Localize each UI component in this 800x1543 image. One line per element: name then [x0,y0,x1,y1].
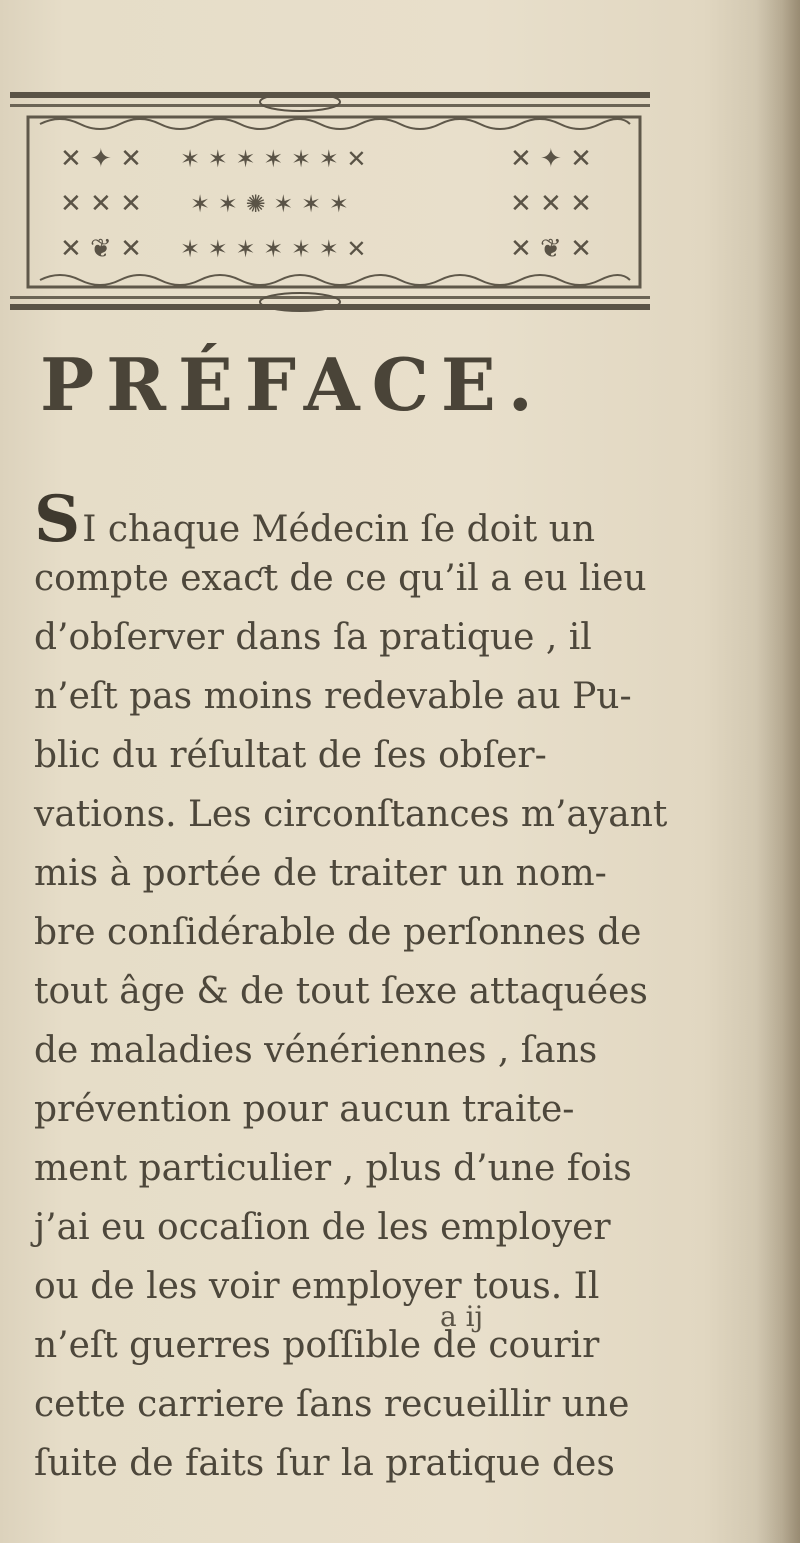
svg-text:✕ ✕ ✕: ✕ ✕ ✕ [510,189,592,219]
svg-text:✕ ❦ ✕: ✕ ❦ ✕ [60,234,142,264]
text-line: j’ai eu occaſion de les employer [34,1207,611,1248]
text-line: ment particulier , plus d’une fois [34,1148,632,1189]
text-line: cette carriere ſans recueillir une [34,1384,630,1425]
text-line: blic du réſultat de ſes obſer- [34,735,547,776]
text-line: bre conſidérable de perſonnes de [34,912,642,953]
text-line: prévention pour aucun traite- [34,1089,575,1130]
signature-mark: a ij [440,1300,484,1333]
text-line: tout âge & de tout ſexe attaquées [34,971,648,1012]
text-line: n’eſt guerres poſſible de courir [34,1325,600,1366]
text-line: compte exaƈt de ce qu’il a eu lieu [34,558,647,599]
text-line: d’obſerver dans ſa pratique , il [34,617,592,658]
text-line: ou de les voir employer tous. Il [34,1266,600,1307]
page-title: PRÉFACE. [40,342,545,427]
text-line: ſuite de faits ſur la pratique des [34,1443,615,1484]
svg-text:✶ ✶ ✺ ✶ ✶ ✶: ✶ ✶ ✺ ✶ ✶ ✶ [190,190,349,218]
first-line-text: I chaque Médecin ſe doit un [82,509,596,550]
ornamental-headpiece [0,82,680,322]
body-text [34,482,674,1493]
text-line: mis à portée de traiter un nom- [34,853,607,894]
svg-text:✕ ❦ ✕: ✕ ❦ ✕ [510,234,592,264]
text-line: vations. Les circonſtances m’ayant [34,794,668,835]
svg-text:✶ ✶ ✶ ✶ ✶ ✶ ✕: ✶ ✶ ✶ ✶ ✶ ✶ ✕ [180,235,367,263]
svg-text:✕ ✦ ✕: ✕ ✦ ✕ [510,144,592,174]
svg-text:✕ ✕ ✕: ✕ ✕ ✕ [60,189,142,219]
svg-text:✕ ✦ ✕: ✕ ✦ ✕ [60,144,142,174]
text-line: n’eſt pas moins redevable au Pu- [34,676,632,717]
text-line: de maladies vénériennes , ſans [34,1030,598,1071]
drop-cap: S [34,482,81,557]
first-line [34,482,674,557]
svg-text:✶ ✶ ✶ ✶ ✶ ✶ ✕: ✶ ✶ ✶ ✶ ✶ ✶ ✕ [180,145,367,173]
page-edge-shadow [756,0,800,1543]
